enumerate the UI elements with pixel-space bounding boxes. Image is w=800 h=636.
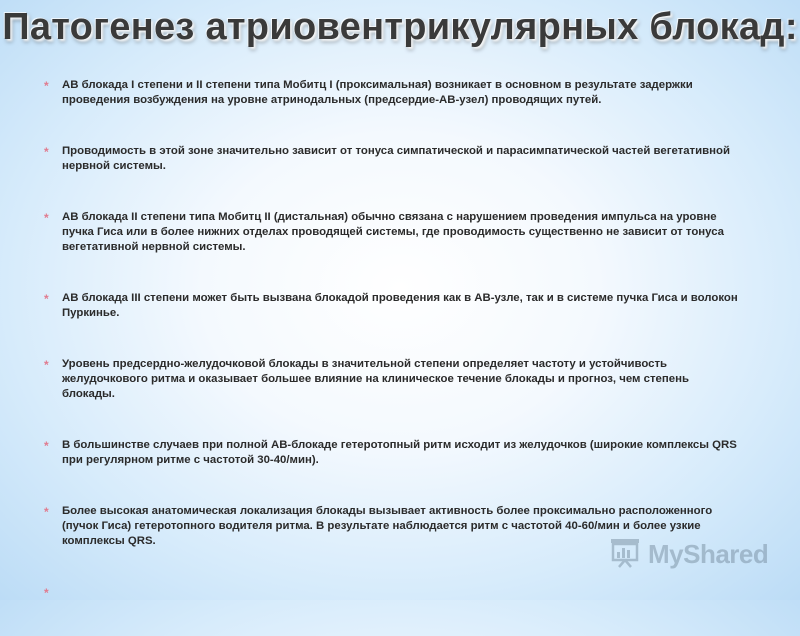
bullet-marker-icon: *	[44, 211, 49, 225]
watermark-text: MyShared	[648, 538, 769, 569]
slide-title: Патогенез атриовентрикулярных блокад:	[2, 6, 798, 48]
list-item	[44, 291, 744, 321]
bullet-text: Более высокая анатомическая локализация блокады вызывает активность более проксимально расположенного (пучок Гиса) гетеротопного водителя ритма. В результате наблюдается ритм с частотой 40-60/мин и более узкие комплексы QRS.	[62, 505, 713, 547]
bullet-marker-icon: *	[44, 505, 49, 519]
presentation-board-icon	[608, 535, 642, 574]
list-item	[44, 78, 744, 108]
bullet-text: АВ блокада II степени типа Мобитц II (дистальная) обычно связана с нарушением проведения импульса на уровне пучка Гиса или в более нижних отделах проводящей системы, где проводимость существенно не зависит от тонуса вегетативной нервной системы.	[62, 211, 725, 253]
bullet-marker-icon: *	[44, 79, 49, 93]
list-item	[44, 585, 744, 600]
list-item	[44, 357, 744, 402]
watermark-logo	[608, 537, 768, 571]
bullet-marker-icon: *	[44, 358, 49, 372]
bullet-marker-icon: *	[44, 145, 49, 159]
bullet-text: АВ блокада I степени и II степени типа Мобитц I (проксимальная) возникает в основном в результате задержки проведения возбуждения на уровне атринодальных (предсердие-АВ-узел) проводящих путей.	[62, 79, 693, 106]
bullet-marker-icon: *	[44, 292, 49, 306]
bullet-text: В большинстве случаев при полной АВ-блокаде гетеротопный ритм исходит из желудочков (широкие комплексы QRS при регулярном ритме с частотой 30-40/мин).	[62, 439, 737, 466]
bullet-text: Уровень предсердно-желудочковой блокады в значительной степени определяет частоту и устойчивость желудочкового ритма и оказывает большее влияние на клиническое течение блокады и прогноз, чем степень блокады.	[62, 358, 689, 400]
list-item	[44, 438, 744, 468]
list-item	[44, 144, 744, 174]
bullet-text: АВ блокада III степени может быть вызвана блокадой проведения как в АВ-узле, так и в системе пучка Гиса и волокон Пуркинье.	[62, 292, 738, 319]
bullet-marker-icon: *	[44, 586, 49, 600]
bullet-text: Проводимость в этой зоне значительно зависит от тонуса симпатической и парасимпатической частей вегетативной нервной системы.	[62, 145, 730, 172]
bullet-marker-icon: *	[44, 439, 49, 453]
list-item	[44, 210, 744, 255]
